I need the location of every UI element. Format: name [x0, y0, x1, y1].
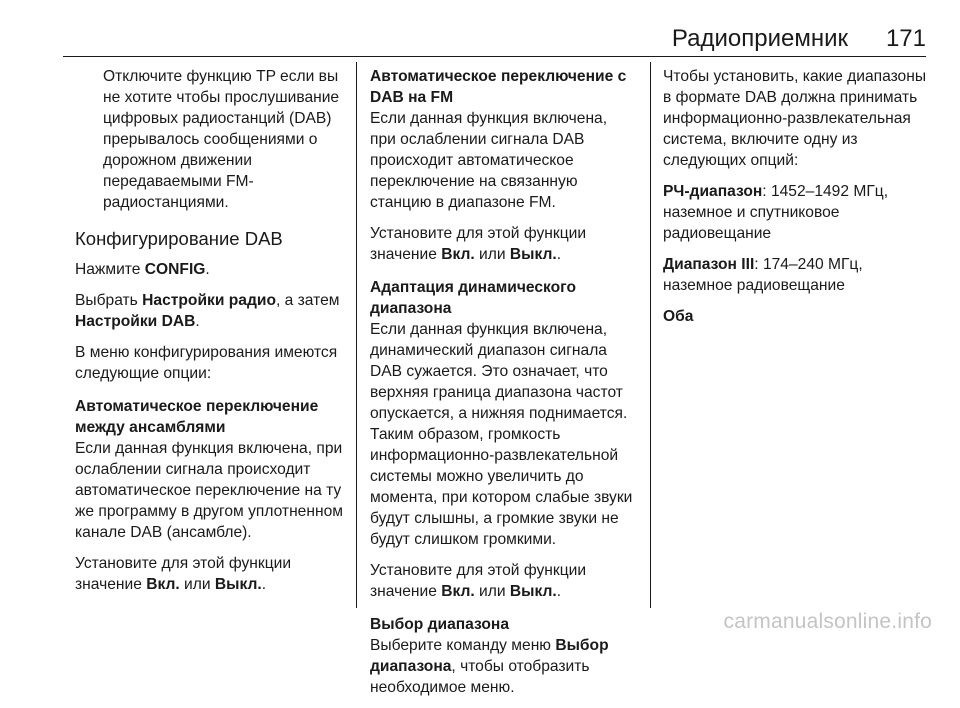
text: Установите для этой функции значение: [370, 225, 587, 263]
radio-settings-label: Настройки радио: [142, 292, 276, 309]
on-label: Вкл.: [146, 576, 180, 593]
off-label: Выкл.: [214, 576, 262, 593]
column-3: [663, 66, 931, 337]
text: Выберите команду меню: [370, 637, 556, 654]
band-intro-paragraph: Чтобы установить, какие диапазоны в формате DAB должна принимать информационно-развлекательная система, включите одну из следующих опций:: [663, 68, 927, 169]
option-l-band: [663, 181, 931, 244]
ensemble-switch-setting: [75, 553, 347, 595]
text: .: [556, 246, 562, 263]
text: или: [474, 583, 510, 600]
menu-options-paragraph: В меню конфигурирования имеются следующие опции:: [75, 344, 338, 382]
tp-note-paragraph: Отключите функцию TP если вы не хотите чтобы прослушивание цифровых радиостанций (DAB) прерывалось сообщениями о дорожном движении передаваемыми FM-радиостанциями.: [103, 68, 340, 211]
dynamic-range-description: Если данная функция включена, динамический диапазон сигнала DAB сужается. Это означает, что верхняя граница диапазона частот опускается, а нижняя поднимается. Таким образом, громкость информационно-развлекательной системы можно увеличить до момента, при котором слабые звуки будут слышны, а громкие звуки не будут слишком громкими.: [370, 321, 633, 548]
band-iii-label: Диапазон III: [663, 256, 755, 273]
column-divider: [650, 62, 651, 608]
band-selection-description: [370, 635, 634, 698]
text: Установите для этой функции значение: [370, 562, 587, 600]
press-config-paragraph: [75, 259, 347, 280]
band-selection-label: Выбор диапазона: [370, 637, 609, 675]
dab-fm-setting: [370, 223, 634, 265]
text: .: [195, 313, 200, 330]
option-band-iii: [663, 254, 931, 296]
column-divider: [356, 62, 357, 608]
text: или: [179, 576, 215, 593]
subheading-dynamic-range: Адаптация динамического диапазона: [370, 279, 576, 317]
ensemble-switch-description: Если данная функция включена, при ослаблении сигнала происходит автоматическое переключение на ту же программу в другом уплотненном канале DAB (ансамбле).: [75, 440, 343, 541]
text: .: [556, 583, 562, 600]
subheading-dab-fm-switch: Автоматическое переключение с DAB на FM: [370, 68, 627, 106]
header-title: Радиоприемник: [671, 25, 848, 52]
text: , чтобы отобразить необходимое меню.: [370, 658, 590, 696]
dab-fm-description: Если данная функция включена, при ослаблении сигнала DAB происходит автоматическое переключение на связанную станцию в диапазоне FM.: [370, 110, 608, 211]
off-label: Выкл.: [509, 583, 557, 600]
dynamic-range-setting: [370, 560, 634, 602]
dab-settings-label: Настройки DAB: [75, 313, 196, 330]
text: .: [261, 576, 267, 593]
text: или: [474, 246, 510, 263]
config-key-label: CONFIG: [144, 261, 206, 278]
header-rule: [63, 56, 926, 57]
option-both: [663, 306, 931, 327]
page-number: 171: [885, 25, 926, 52]
text: Установите для этой функции значение: [75, 555, 292, 593]
watermark: carmanualsonline.info: [723, 610, 932, 633]
subheading-band-selection: Выбор диапазона: [370, 616, 510, 633]
text: : 1452–1492 МГц, наземное и спутниковое радиовещание: [663, 183, 889, 242]
text: : 174–240 МГц, наземное радиовещание: [663, 256, 863, 294]
subheading-ensemble-switch: Автоматическое переключение между ансамблями: [75, 398, 319, 436]
on-label: Вкл.: [441, 246, 475, 263]
on-label: Вкл.: [441, 583, 475, 600]
both-label: Оба: [663, 308, 694, 325]
text: , а затем: [275, 292, 340, 309]
text: .: [205, 261, 210, 278]
column-1: [75, 66, 347, 605]
text: Выбрать: [75, 292, 143, 309]
section-heading: Конфигурирование DAB: [75, 228, 283, 249]
l-band-label: РЧ-диапазон: [663, 183, 763, 200]
select-settings-paragraph: [75, 290, 347, 332]
text: Нажмите: [75, 261, 145, 278]
column-2: [370, 66, 634, 708]
off-label: Выкл.: [509, 246, 557, 263]
